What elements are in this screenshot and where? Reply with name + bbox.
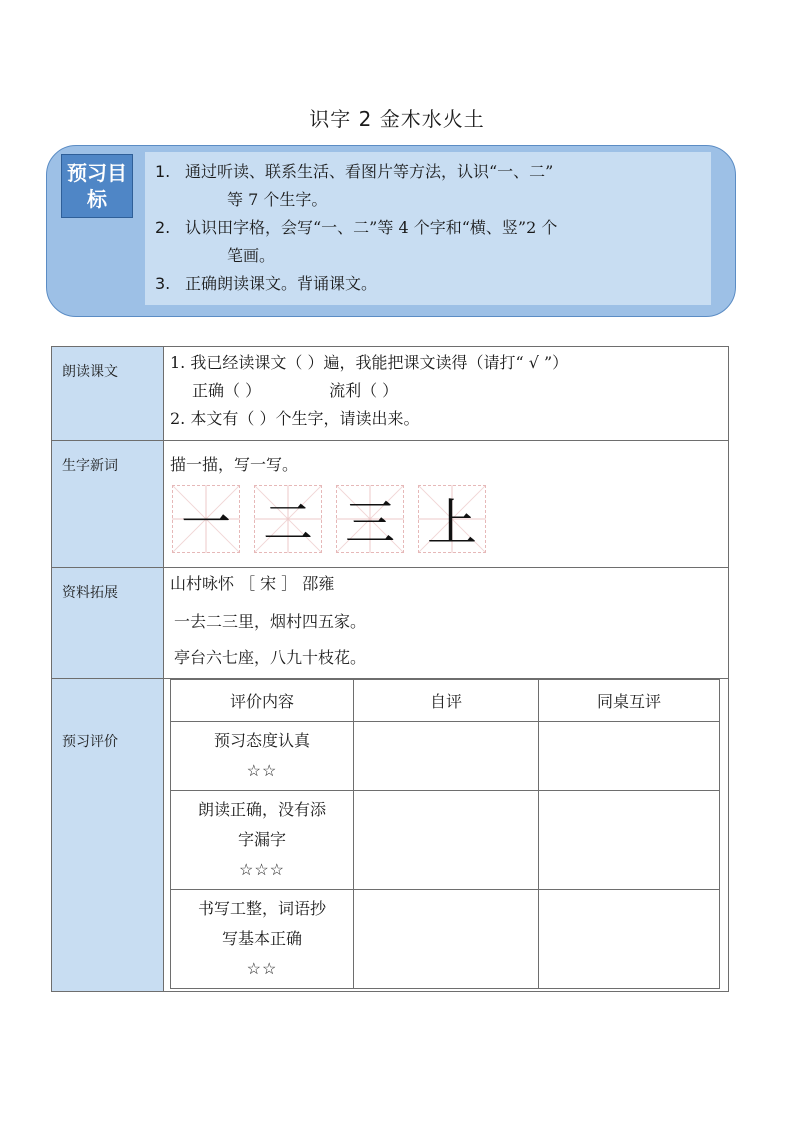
reading-opt-correct[interactable]: 正确（ ） [192, 381, 262, 400]
goal-item [155, 158, 701, 214]
eval-row [171, 791, 720, 890]
goal-text: 认识田字格，会写“一、二”等 4 个字和“横、竖”2 个 [185, 218, 558, 237]
goal-text-cont: 等 7 个生字。 [227, 190, 328, 209]
self-eval-cell[interactable] [354, 722, 539, 791]
extension-label: 资料拓展 [52, 568, 164, 679]
goal-text-cont: 笔画。 [227, 246, 276, 265]
poem-title: 山村咏怀 ［ 宋 ］ 邵雍 [170, 574, 335, 593]
evaluation-content [164, 679, 729, 992]
star-rating: ☆☆ [246, 959, 278, 978]
goal-item [155, 270, 701, 298]
eval-row [171, 722, 720, 791]
reading-row [52, 347, 729, 441]
newchars-label: 生字新词 [52, 441, 164, 568]
eval-header-criteria: 评价内容 [171, 680, 354, 722]
tian-grid-row [172, 485, 722, 553]
criterion-text: 书写工整，词语抄 [197, 899, 326, 918]
eval-row [171, 890, 720, 989]
peer-eval-cell[interactable] [539, 722, 720, 791]
extension-content [164, 568, 729, 679]
newchars-instruction: 描一描，写一写。 [170, 455, 299, 474]
preview-goals-list [145, 152, 711, 305]
star-rating: ☆☆☆ [238, 860, 286, 879]
star-rating: ☆☆ [246, 761, 278, 780]
reading-line-3[interactable]: 2. 本文有（ ）个生字，请读出来。 [170, 409, 420, 428]
tian-grid-cell[interactable] [336, 485, 404, 553]
criterion-text: 朗读正确，没有添 [197, 800, 326, 819]
eval-header-row [171, 680, 720, 722]
goal-number: 1. [155, 162, 171, 181]
tracing-char: 二 [263, 494, 313, 552]
criterion-text-cont: 写基本正确 [221, 929, 302, 948]
newchars-row [52, 441, 729, 568]
extension-row [52, 568, 729, 679]
tian-grid-cell[interactable] [172, 485, 240, 553]
tracing-char: 一 [181, 494, 231, 552]
newchars-content [164, 441, 729, 568]
evaluation-table [170, 679, 720, 989]
tian-grid-cell[interactable] [418, 485, 486, 553]
self-eval-cell[interactable] [354, 791, 539, 890]
criterion-text: 预习态度认真 [213, 731, 310, 750]
self-eval-cell[interactable] [354, 890, 539, 989]
goal-text: 正确朗读课文。背诵课文。 [185, 274, 378, 293]
goal-number: 2. [155, 218, 171, 237]
poem-line-1: 一去二三里，烟村四五家。 [174, 612, 367, 631]
eval-criterion [171, 791, 354, 890]
worksheet-table [51, 346, 729, 992]
reading-opt-fluent[interactable]: 流利（ ） [329, 381, 399, 400]
preview-goals-tag: 预习目标 [61, 154, 133, 218]
evaluation-row [52, 679, 729, 992]
evaluation-label: 预习评价 [52, 679, 164, 992]
peer-eval-cell[interactable] [539, 890, 720, 989]
reading-line-1[interactable]: 1. 我已经读课文（ ）遍，我能把课文读得（请打“ √ ”） [170, 353, 569, 372]
page-title: 识字 2 金木水火土 [309, 107, 485, 131]
eval-header-peer: 同桌互评 [539, 680, 720, 722]
goal-text: 通过听读、联系生活、看图片等方法，认识“一、二” [185, 162, 554, 181]
reading-options[interactable] [170, 377, 722, 405]
goal-number: 3. [155, 274, 171, 293]
goal-item [155, 214, 701, 270]
eval-header-self: 自评 [354, 680, 539, 722]
tracing-char: 上 [427, 494, 477, 552]
eval-criterion [171, 890, 354, 989]
peer-eval-cell[interactable] [539, 791, 720, 890]
criterion-text-cont: 字漏字 [237, 830, 286, 849]
reading-label: 朗读课文 [52, 347, 164, 441]
eval-criterion [171, 722, 354, 791]
reading-content [164, 347, 729, 441]
poem-line-2: 亭台六七座，八九十枝花。 [174, 648, 367, 667]
tian-grid-cell[interactable] [254, 485, 322, 553]
tracing-char: 三 [345, 494, 395, 552]
